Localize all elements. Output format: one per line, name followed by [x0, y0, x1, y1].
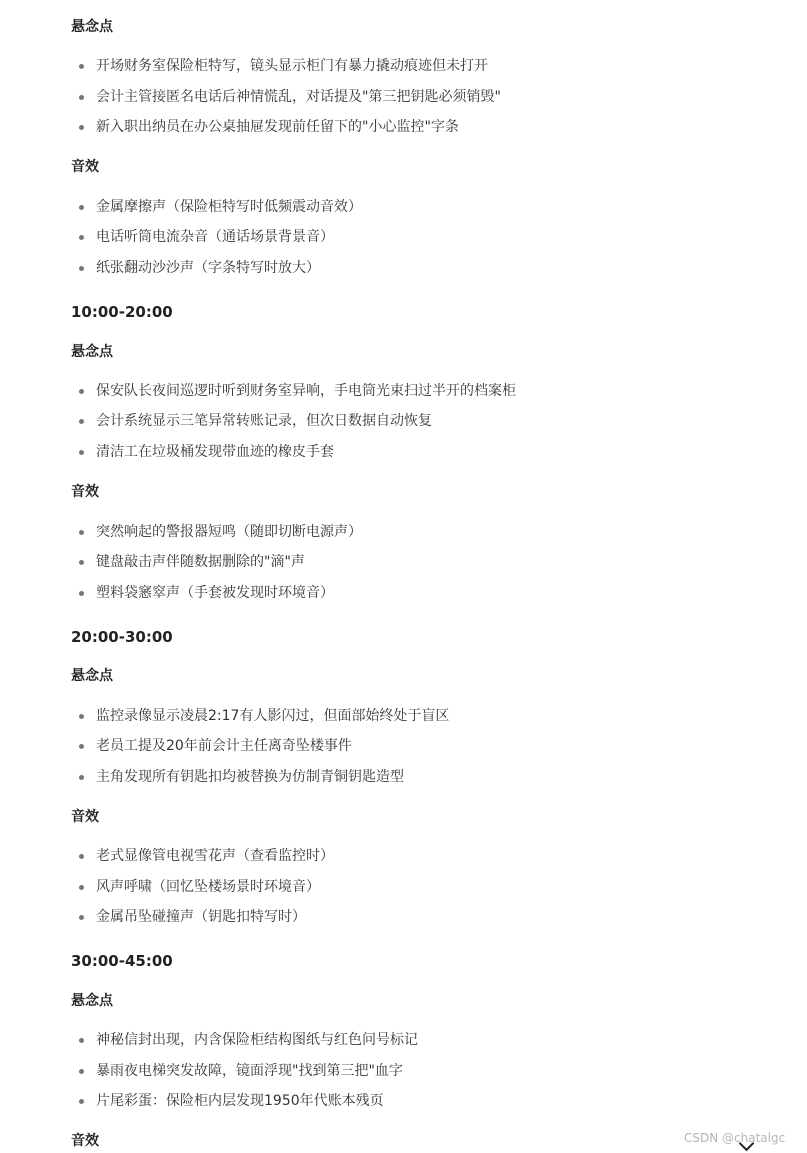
heading-suspense: 悬念点 — [71, 668, 113, 684]
time-heading: 10:00-20:00 — [71, 303, 173, 321]
bullet-dot — [79, 125, 84, 130]
list-item: 清洁工在垃圾桶发现带血迹的橡皮手套 — [96, 444, 334, 460]
bullet-dot — [79, 419, 84, 424]
bullet-dot — [79, 560, 84, 565]
list-item: 老式显像管电视雪花声（查看监控时） — [96, 848, 334, 864]
list-item: 会计系统显示三笔异常转账记录，但次日数据自动恢复 — [96, 413, 432, 429]
heading-suspense: 悬念点 — [71, 344, 113, 360]
list-item: 保安队长夜间巡逻时听到财务室异响，手电筒光束扫过半开的档案柜 — [96, 383, 516, 399]
list-item: 塑料袋窸窣声（手套被发现时环境音） — [96, 585, 334, 601]
list-item: 键盘敲击声伴随数据删除的"滴"声 — [96, 554, 305, 570]
list-item: 电话听筒电流杂音（通话场景背景音） — [96, 229, 334, 245]
list-item: 会计主管接匿名电话后神情慌乱，对话提及"第三把钥匙必须销毁" — [96, 89, 501, 105]
list-item: 纸张翻动沙沙声（字条特写时放大） — [96, 260, 320, 276]
list-item: 金属吊坠碰撞声（钥匙扣特写时） — [96, 909, 306, 925]
heading-sound: 音效 — [71, 809, 99, 825]
list-item: 新入职出纳员在办公桌抽屉发现前任留下的"小心监控"字条 — [96, 119, 459, 135]
list-item: 神秘信封出现，内含保险柜结构图纸与红色问号标记 — [96, 1032, 418, 1048]
bullet-dot — [79, 64, 84, 69]
csdn-watermark: CSDN @chatalgc — [684, 1131, 786, 1145]
list-item: 风声呼啸（回忆坠楼场景时环境音） — [96, 879, 320, 895]
list-item: 监控录像显示凌晨2:17有人影闪过，但面部始终处于盲区 — [96, 708, 450, 724]
bullet-dot — [79, 95, 84, 100]
bullet-dot — [79, 591, 84, 596]
list-item: 老员工提及20年前会计主任离奇坠楼事件 — [96, 738, 352, 754]
bullet-dot — [79, 205, 84, 210]
list-item: 突然响起的警报器短鸣（随即切断电源声） — [96, 524, 362, 540]
list-item: 片尾彩蛋：保险柜内层发现1950年代账本残页 — [96, 1093, 384, 1109]
bullet-dot — [79, 854, 84, 859]
time-heading: 20:00-30:00 — [71, 628, 173, 646]
bullet-dot — [79, 530, 84, 535]
list-item: 主角发现所有钥匙扣均被替换为仿制青铜钥匙造型 — [96, 769, 404, 785]
bullet-dot — [79, 1038, 84, 1043]
time-heading: 30:00-45:00 — [71, 952, 173, 970]
bullet-dot — [79, 450, 84, 455]
heading-sound: 音效 — [71, 159, 99, 175]
heading-sound: 音效 — [71, 484, 99, 500]
bullet-dot — [79, 775, 84, 780]
bullet-dot — [79, 885, 84, 890]
bullet-dot — [79, 744, 84, 749]
list-item: 暴雨夜电梯突发故障，镜面浮现"找到第三把"血字 — [96, 1063, 403, 1079]
bullet-dot — [79, 714, 84, 719]
bullet-dot — [79, 235, 84, 240]
bullet-dot — [79, 915, 84, 920]
bullet-dot — [79, 1099, 84, 1104]
bullet-dot — [79, 1069, 84, 1074]
bullet-dot — [79, 266, 84, 271]
heading-sound: 音效 — [71, 1133, 99, 1149]
heading-suspense: 悬念点 — [71, 993, 113, 1009]
bullet-dot — [79, 389, 84, 394]
list-item: 金属摩擦声（保险柜特写时低频震动音效） — [96, 199, 362, 215]
heading-suspense: 悬念点 — [71, 19, 113, 35]
list-item: 开场财务室保险柜特写，镜头显示柜门有暴力撬动痕迹但未打开 — [96, 58, 488, 74]
